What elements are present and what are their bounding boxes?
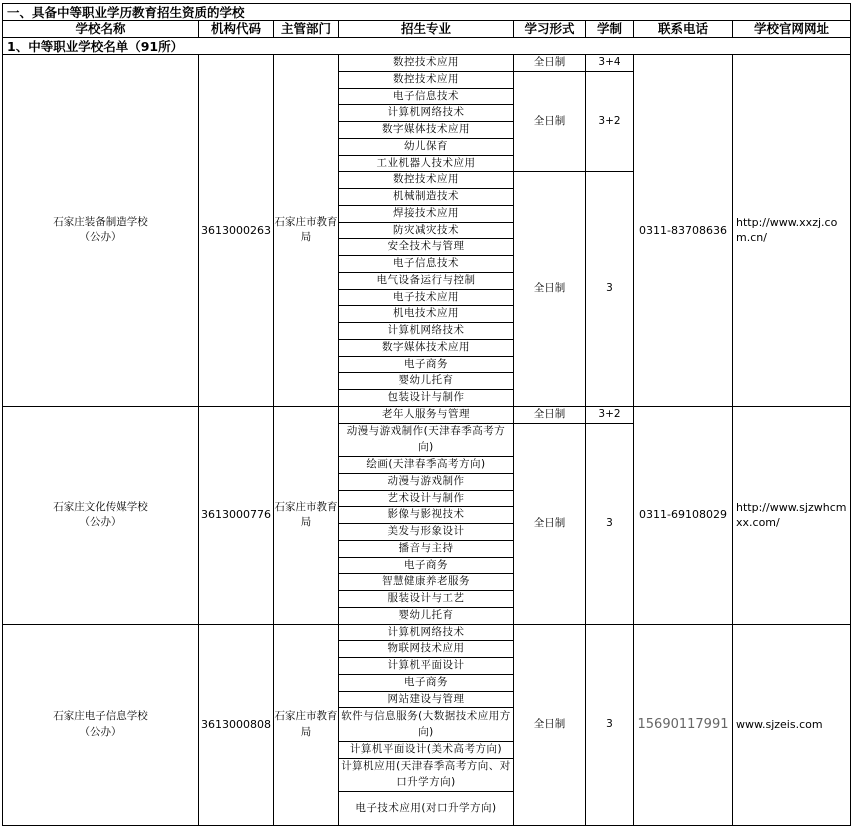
column-header: 学校官网网址 (733, 21, 851, 38)
school-name-cell (3, 624, 199, 825)
major: 网站建设与管理 (339, 691, 514, 708)
column-header: 学习形式 (514, 21, 586, 38)
major: 电子技术应用 (339, 289, 514, 306)
major: 影像与影视技术 (339, 507, 514, 524)
website-url: www.sjzeis.com (733, 624, 851, 825)
major: 服装设计与工艺 (339, 591, 514, 608)
major: 软件与信息服务(大数据技术应用方向) (339, 708, 514, 742)
school-type: （公办） (79, 516, 122, 529)
school-name-cell (3, 406, 199, 624)
major: 电子技术应用(对口升学方向) (339, 792, 514, 826)
column-header: 学校名称 (3, 21, 199, 38)
major: 艺术设计与制作 (339, 490, 514, 507)
major: 电气设备运行与控制 (339, 272, 514, 289)
major: 计算机平面设计 (339, 658, 514, 675)
major: 播音与主持 (339, 540, 514, 557)
subsection-title: 1、中等职业学校名单（91所） (3, 38, 851, 55)
major: 机电技术应用 (339, 306, 514, 323)
major: 计算机平面设计(美术高考方向) (339, 741, 514, 758)
org-code: 3613000263 (199, 55, 274, 407)
table-row (3, 55, 851, 72)
study-form: 全日制 (514, 55, 586, 72)
column-header: 机构代码 (199, 21, 274, 38)
department: 石家庄市教育局 (274, 624, 339, 825)
major: 老年人服务与管理 (339, 406, 514, 423)
major: 婴幼儿托育 (339, 607, 514, 624)
major: 电子商务 (339, 557, 514, 574)
major: 数字媒体技术应用 (339, 122, 514, 139)
website-url: http://www.sjzwhcmxx.com/ (733, 406, 851, 624)
major: 美发与形象设计 (339, 524, 514, 541)
study-years: 3+4 (586, 55, 634, 72)
study-years: 3 (586, 624, 634, 825)
org-code: 3613000808 (199, 624, 274, 825)
major: 电子商务 (339, 674, 514, 691)
phone: 0311-83708636 (634, 55, 733, 407)
column-header: 主管部门 (274, 21, 339, 38)
major: 安全技术与管理 (339, 239, 514, 256)
school-type: （公办） (79, 231, 122, 244)
major: 数控技术应用 (339, 55, 514, 72)
major: 物联网技术应用 (339, 641, 514, 658)
school-table (2, 3, 851, 826)
major: 婴幼儿托育 (339, 373, 514, 390)
section-title: 一、具备中等职业学历教育招生资质的学校 (3, 4, 851, 21)
study-form: 全日制 (514, 172, 586, 407)
table-row (3, 624, 851, 641)
major: 计算机网络技术 (339, 323, 514, 340)
major: 计算机网络技术 (339, 624, 514, 641)
major: 数控技术应用 (339, 172, 514, 189)
major: 工业机器人技术应用 (339, 155, 514, 172)
major: 电子信息技术 (339, 88, 514, 105)
column-header: 招生专业 (339, 21, 514, 38)
major: 计算机网络技术 (339, 105, 514, 122)
major: 数控技术应用 (339, 71, 514, 88)
department: 石家庄市教育局 (274, 55, 339, 407)
major: 防灾减灾技术 (339, 222, 514, 239)
department: 石家庄市教育局 (274, 406, 339, 624)
major: 机械制造技术 (339, 189, 514, 206)
major: 幼儿保育 (339, 138, 514, 155)
major: 绘画(天津春季高考方向) (339, 457, 514, 474)
major: 电子信息技术 (339, 256, 514, 273)
school-name: 石家庄装备制造学校 (53, 215, 148, 228)
major: 智慧健康养老服务 (339, 574, 514, 591)
org-code: 3613000776 (199, 406, 274, 624)
study-years: 3+2 (586, 71, 634, 172)
major: 电子商务 (339, 356, 514, 373)
column-header: 联系电话 (634, 21, 733, 38)
major: 计算机应用(天津春季高考方向、对口升学方向) (339, 758, 514, 792)
school-type: （公办） (79, 725, 122, 738)
study-form: 全日制 (514, 624, 586, 825)
table-row (3, 406, 851, 423)
major: 焊接技术应用 (339, 205, 514, 222)
school-name-cell (3, 55, 199, 407)
study-years: 3+2 (586, 406, 634, 423)
study-years: 3 (586, 172, 634, 407)
study-form: 全日制 (514, 423, 586, 624)
major: 数字媒体技术应用 (339, 339, 514, 356)
column-header: 学制 (586, 21, 634, 38)
major: 包装设计与制作 (339, 390, 514, 407)
study-form: 全日制 (514, 406, 586, 423)
school-name: 石家庄文化传媒学校 (53, 500, 148, 513)
school-name: 石家庄电子信息学校 (53, 710, 148, 722)
study-form: 全日制 (514, 71, 586, 172)
website-url: http://www.xxzj.com.cn/ (733, 55, 851, 407)
study-years: 3 (586, 423, 634, 624)
phone: 15690117991 (634, 624, 733, 825)
phone: 0311-69108029 (634, 406, 733, 624)
major: 动漫与游戏制作 (339, 473, 514, 490)
major: 动漫与游戏制作(天津春季高考方向) (339, 423, 514, 457)
